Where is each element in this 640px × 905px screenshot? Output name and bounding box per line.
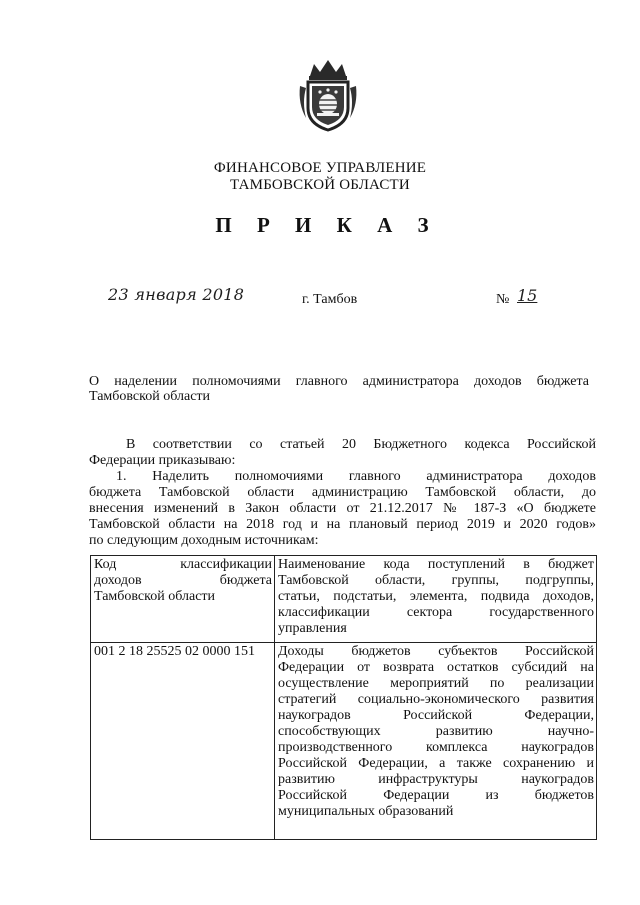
order-body xyxy=(89,437,596,549)
body-line: В соответствии со статьей 20 Бюджетного кодекса Российской xyxy=(126,437,596,452)
income-name-line: Российской Федерации из бюджетов xyxy=(278,788,594,803)
body-line: внесения изменений в Закон области от 21.12.2017 № 187-З «О бюджете xyxy=(89,501,596,516)
document-title: П Р И К А З xyxy=(215,213,439,237)
body-line: по следующим доходным источникам: xyxy=(89,533,319,548)
income-name-line: Доходы бюджетов субъектов Российской xyxy=(278,644,594,659)
order-number-label: № xyxy=(496,292,510,307)
body-line: Федерации приказываю: xyxy=(89,453,236,468)
header-text: классификации сектора государственного xyxy=(278,605,594,620)
body-line: 1. Наделить полномочиями главного администратора доходов xyxy=(116,469,596,484)
header-text: Наименование кода поступлений в бюджет xyxy=(278,557,594,572)
income-name-line: развитию инфраструктуры наукоградов xyxy=(278,772,594,787)
income-code: 001 2 18 25525 02 0000 151 xyxy=(94,644,255,659)
header-text: управления xyxy=(278,621,347,636)
income-code-cell xyxy=(91,643,275,840)
income-name-line: осуществление мероприятий по реализации xyxy=(278,676,594,691)
income-name-cell xyxy=(275,643,597,840)
city: г. Тамбов xyxy=(302,292,358,307)
income-name-line: Федерации от возврата остатков субсидий на xyxy=(278,660,594,675)
tambov-coat-of-arms-icon xyxy=(296,58,360,132)
header-text: Тамбовской области, группы, подгруппы, xyxy=(278,573,594,588)
agency-name-line1: ФИНАНСОВОЕ УПРАВЛЕНИЕ xyxy=(213,160,427,176)
income-name-line: стратегий социально-экономического развития xyxy=(278,692,594,707)
header-cell-name xyxy=(275,556,597,643)
handwritten-order-number: 15 xyxy=(517,286,538,305)
header-text: доходов бюджета xyxy=(94,573,272,588)
agency-name-line2: ТАМБОВСКОЙ ОБЛАСТИ xyxy=(230,177,410,193)
table-row xyxy=(91,643,597,840)
header-text: статьи, подстатьи, элемента, подвида доходов, xyxy=(278,589,594,604)
subject-line: Тамбовской области xyxy=(89,389,211,404)
header-text: Код классификации xyxy=(94,557,272,572)
body-line: бюджета Тамбовской области администрацию Тамбовской области, до xyxy=(89,485,596,500)
handwritten-date: 23 января 2018 xyxy=(108,285,245,304)
body-line: Тамбовской области на 2018 год и на плановый период 2019 и 2020 годов» xyxy=(89,517,596,532)
header-text: Тамбовской области xyxy=(94,589,216,604)
income-name-line: наукоградов Российской Федерации, xyxy=(278,708,594,723)
income-name-line: способствующих развитию научно- xyxy=(278,724,594,739)
income-name-line: Российской Федерации, а также сохранению и xyxy=(278,756,594,771)
income-name-line: производственного комплекса наукоградов xyxy=(278,740,594,755)
income-sources-table xyxy=(90,555,597,840)
header-cell-code xyxy=(91,556,275,643)
order-subject xyxy=(89,374,589,404)
table-header-row xyxy=(91,556,597,643)
subject-line: О наделении полномочиями главного администратора доходов бюджета xyxy=(89,374,589,389)
income-name-line: муниципальных образований xyxy=(278,804,454,819)
